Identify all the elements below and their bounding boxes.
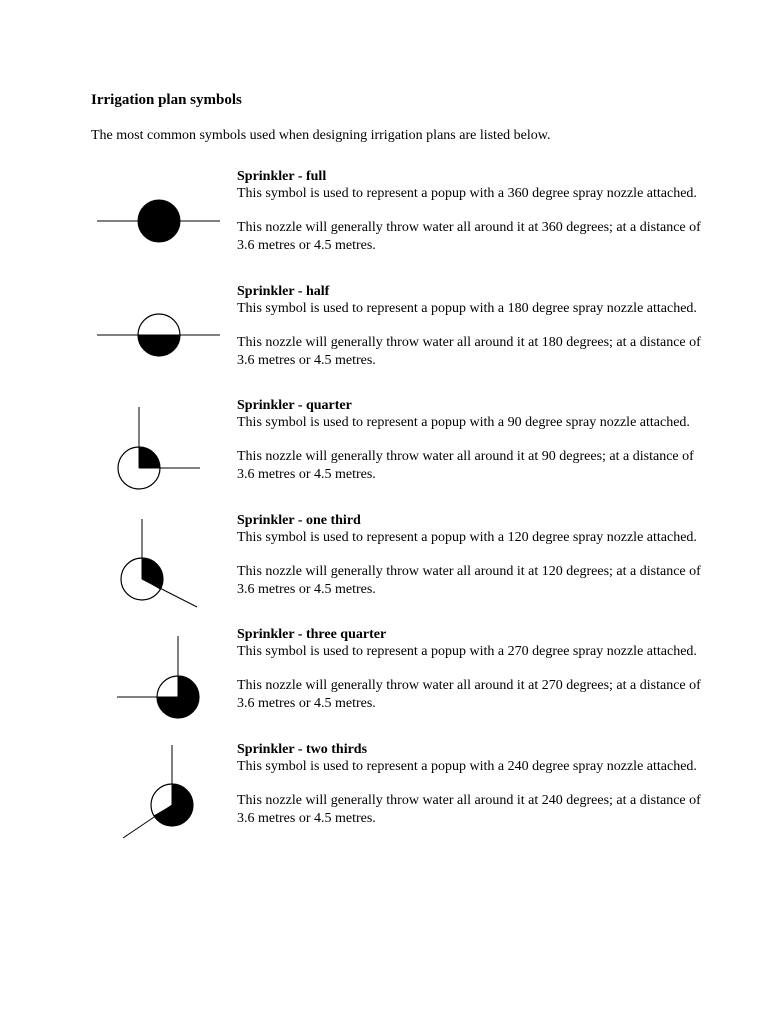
entry-description: This symbol is used to represent a popup with a 90 degree spray nozzle attached. <box>237 415 690 431</box>
entry-detail: This nozzle will generally throw water all around it at 90 degrees; at a distance of 3.6 metres or 4.5 metres. <box>237 449 694 482</box>
intro-paragraph: The most common symbols used when designing irrigation plans are listed below. <box>91 128 551 143</box>
entry-text <box>237 512 707 598</box>
entry-detail: This nozzle will generally throw water all around it at 120 degrees; at a distance of 3.6 metres or 4.5 metres. <box>237 564 701 597</box>
sprinkler-quarter-icon <box>0 397 236 511</box>
entry-detail: This nozzle will generally throw water all around it at 180 degrees; at a distance of 3.6 metres or 4.5 metres. <box>237 335 701 368</box>
entry-description: This symbol is used to represent a popup with a 120 degree spray nozzle attached. <box>237 530 697 546</box>
entry-description: This symbol is used to represent a popup with a 180 degree spray nozzle attached. <box>237 301 697 317</box>
symbol-entry-quarter <box>0 397 768 511</box>
symbol-entry-full <box>0 168 768 282</box>
sprinkler-two-thirds-icon <box>0 741 236 855</box>
entry-description: This symbol is used to represent a popup with a 360 degree spray nozzle attached. <box>237 186 697 202</box>
entry-text <box>237 626 707 712</box>
sprinkler-three-quarter-icon <box>0 626 236 740</box>
entry-text <box>237 397 707 483</box>
entry-name: Sprinkler - three quarter <box>237 627 387 642</box>
sprinkler-half-icon <box>0 283 236 397</box>
entry-text <box>237 741 707 827</box>
entry-detail: This nozzle will generally throw water all around it at 240 degrees; at a distance of 3.6 metres or 4.5 metres. <box>237 793 701 826</box>
symbol-entry-two-thirds <box>0 741 768 855</box>
page-title: Irrigation plan symbols <box>91 92 242 108</box>
entry-description: This symbol is used to represent a popup with a 240 degree spray nozzle attached. <box>237 759 697 775</box>
symbol-entry-half <box>0 283 768 397</box>
entry-name: Sprinkler - quarter <box>237 398 352 413</box>
symbol-entry-one-third <box>0 512 768 626</box>
entry-detail: This nozzle will generally throw water all around it at 270 degrees; at a distance of 3.6 metres or 4.5 metres. <box>237 678 701 711</box>
symbol-entry-three-quarter <box>0 626 768 740</box>
entry-description: This symbol is used to represent a popup with a 270 degree spray nozzle attached. <box>237 644 697 660</box>
sprinkler-one-third-icon <box>0 512 236 626</box>
entry-name: Sprinkler - one third <box>237 513 361 528</box>
entry-name: Sprinkler - full <box>237 169 327 184</box>
entry-text <box>237 168 707 254</box>
entry-name: Sprinkler - two thirds <box>237 742 368 757</box>
entry-detail: This nozzle will generally throw water all around it at 360 degrees; at a distance of 3.6 metres or 4.5 metres. <box>237 220 701 253</box>
sprinkler-full-icon <box>0 168 236 282</box>
entry-text <box>237 283 707 369</box>
entry-name: Sprinkler - half <box>237 284 330 299</box>
